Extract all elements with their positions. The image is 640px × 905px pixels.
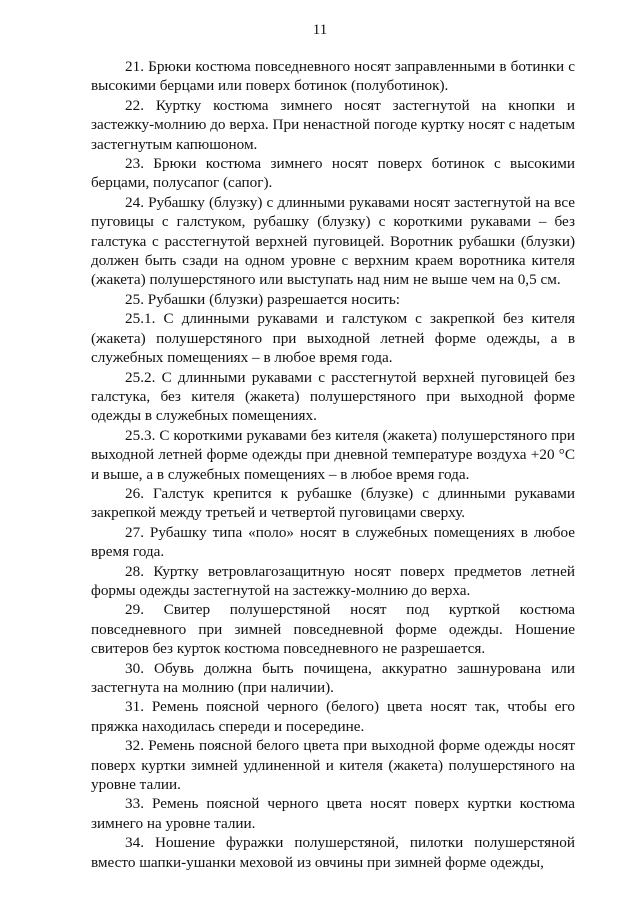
paragraph-25-2: 25.2. С длинными рукавами с расстегнутой верхней пуговицей без галстука, без кителя (жакета) полушерстяного при выходной форме одежды в служебных помещениях. [91,368,575,425]
paragraph-26: 26. Галстук крепится к рубашке (блузке) с длинными рукавами закрепкой между третьей и четвертой пуговицами сверху. [91,484,575,522]
paragraph-34: 34. Ношение фуражки полушерстяной, пилотки полушерстяной вместо шапки-ушанки меховой из овчины при зимней форме одежды, [91,834,575,871]
paragraph-25-3: 25.3. С короткими рукавами без кителя (жакета) полушерстяного при выходной летней форме одежды при дневной температуре воздуха +20 °С и выше, а в служебных помещениях – в любое время года. [91,426,575,483]
paragraph-28: 28. Куртку ветровлагозащитную носят поверх предметов летней формы одежды застегнутой на застежку-молнию до верха. [91,562,575,599]
paragraph-25: 25. Рубашки (блузки) разрешается носить: [125,290,400,308]
paragraph-25-1: 25.1. С длинными рукавами и галстуком с закрепкой без кителя (жакета) полушерстяного при выходной летней форме одежды, а в служебных помещениях – в любое время года. [91,310,575,367]
paragraph-24: 24. Рубашку (блузку) с длинными рукавами носят застегнутой на все пуговицы с галстуком, рубашку (блузку) с короткими рукавами – без галстука с расстегнутой верхней пуговицей. Воротник рубашки (блузки) должен быть сзади на одном уровне с верхним краем воротника кителя (жакета) полушерстяного или выступать над ним не выше чем на 0,5 см. [91,193,575,289]
paragraph-22: 22. Куртку костюма зимнего носят застегнутой на кнопки и застежку-молнию до верха. При ненастной погоде куртку носят с надетым застегнутым капюшоном. [91,96,575,153]
paragraph-29: 29. Свитер полушерстяной носят под курткой костюма повседневного при зимней повседневной форме одежды. Ношение свитеров без курток костюма повседневного не разрешается. [91,601,575,658]
paragraph-33: 33. Ремень поясной черного цвета носят поверх куртки костюма зимнего на уровне талии. [91,795,575,832]
document-body [91,57,575,872]
paragraph-32: 32. Ремень поясной белого цвета при выходной форме одежды носят поверх куртки зимней удлиненной и кителя (жакета) полушерстяного на уровне талии. [91,737,575,794]
paragraph-27: 27. Рубашку типа «поло» носят в служебных помещениях в любое время года. [91,523,575,561]
paragraph-23: 23. Брюки костюма зимнего носят поверх ботинок с высокими берцами, полусапог (сапог). [91,155,575,192]
paragraph-21: 21. Брюки костюма повседневного носят заправленными в ботинки с высокими берцами или поверх ботинок (полуботинок). [91,58,575,95]
paragraph-30: 30. Обувь должна быть почищена, аккуратно зашнурована или застегнута на молнию (при наличии). [91,659,575,696]
paragraph-31: 31. Ремень поясной черного (белого) цвета носят так, чтобы его пряжка находилась спереди и посередине. [91,698,575,735]
page-number: 11 [312,22,328,38]
